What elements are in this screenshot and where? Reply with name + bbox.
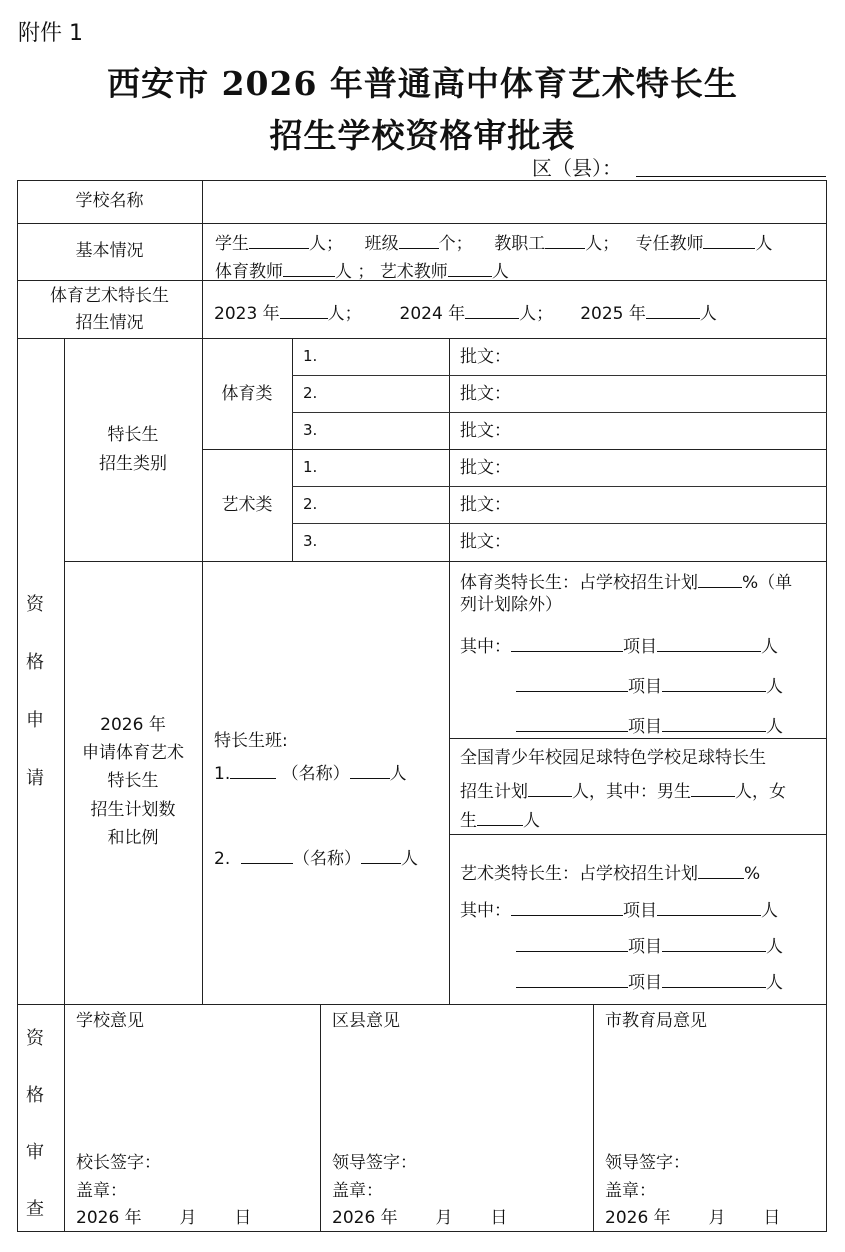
plan-label-1: 2026 年 (100, 715, 166, 735)
sports-item-3-name-blank[interactable] (516, 714, 628, 732)
title-line-1: 西安市 2026 年普通高中体育艺术特长生 (107, 64, 738, 103)
sports-item-2-name-blank[interactable] (516, 674, 628, 692)
special-class-2 (214, 846, 418, 868)
football-girls-label-cont: 生 (460, 811, 477, 831)
city-date-year: 2026 年 (605, 1208, 671, 1228)
arts-category-label: 艺术类 (221, 495, 273, 515)
history-label-1: 体育艺术特长生 (50, 286, 169, 306)
class-1-name-blank[interactable] (230, 761, 276, 779)
arts-item-row-3 (516, 970, 783, 992)
class-1-unit: 人 (389, 764, 407, 784)
class-2-name-blank[interactable] (241, 846, 293, 864)
sports-item-2-approval: 批文： (460, 384, 511, 404)
sports-ratio-blank[interactable] (698, 570, 742, 588)
basic-info-line-1 (215, 231, 772, 253)
sports-item-row-3 (516, 714, 783, 736)
qualification-review-char-3: 审 (26, 1142, 44, 1163)
staff-blank[interactable] (545, 231, 585, 249)
school-opinion-label: 学校意见 (76, 1011, 144, 1031)
arts-item-2-name-blank[interactable] (516, 934, 628, 952)
year-2023-blank[interactable] (280, 301, 328, 319)
class-2-unit: 人 (401, 849, 419, 869)
qualification-review-char-4: 查 (26, 1199, 44, 1220)
principal-sign-label: 校长签字： (76, 1153, 161, 1173)
arts-ratio-label: 艺术类特长生：占学校招生计划 (460, 864, 698, 884)
city-date-month: 月 (708, 1208, 726, 1228)
full-teachers-unit: 人 (755, 234, 773, 254)
arts-item-1-approval: 批文： (460, 458, 511, 478)
city-date-day: 日 (763, 1208, 781, 1228)
arts-item-3-approval: 批文： (460, 532, 511, 552)
arts-item-3-label: 项目 (628, 973, 662, 993)
attachment-label: 附件 1 (18, 21, 83, 46)
category-label-2: 招生类别 (99, 454, 167, 474)
school-name-label: 学校名称 (75, 191, 144, 211)
students-label: 学生 (215, 234, 249, 254)
football-boys-blank[interactable] (691, 779, 735, 797)
staff-label: 教职工 (494, 234, 546, 254)
year-2025-unit: 人 (699, 304, 717, 324)
district-blank[interactable] (636, 176, 826, 177)
pe-teachers-label: 体育教师 (215, 262, 283, 282)
sports-category-label: 体育类 (221, 384, 273, 404)
football-girls-unit: 人 (523, 811, 540, 831)
sports-item-1-number: 1. (303, 347, 318, 365)
pe-teachers-blank[interactable] (283, 259, 335, 277)
students-unit: 人； (309, 234, 343, 254)
category-label-1: 特长生 (107, 425, 159, 445)
year-2025-blank[interactable] (646, 301, 700, 319)
sports-item-2-unit: 人 (766, 677, 783, 697)
district-seal-label: 盖章： (332, 1181, 383, 1201)
class-1-number: 1. (214, 764, 231, 784)
basic-info-line-2 (215, 259, 509, 281)
classes-unit: 个； (438, 234, 473, 254)
sports-item-3-approval: 批文： (460, 421, 511, 441)
classes-blank[interactable] (399, 231, 439, 249)
city-opinion-label: 市教育局意见 (605, 1011, 707, 1031)
qualification-review-char-1: 资 (26, 1028, 44, 1049)
arts-item-2-number: 2. (303, 495, 318, 513)
football-boys-label: 人，其中：男生 (572, 782, 691, 802)
district-date-year: 2026 年 (332, 1208, 398, 1228)
arts-among-label: 其中： (460, 901, 511, 921)
plan-label-2: 申请体育艺术 (82, 743, 184, 763)
football-line-3 (460, 808, 540, 830)
year-2024-unit: 人； (519, 304, 554, 324)
basic-info-label: 基本情况 (75, 241, 144, 261)
school-date-month: 月 (179, 1208, 197, 1228)
history-values (214, 301, 717, 323)
city-seal-label: 盖章： (605, 1181, 656, 1201)
art-teachers-unit: 人 (491, 262, 509, 282)
students-blank[interactable] (249, 231, 309, 249)
sports-item-1-approval: 批文： (460, 347, 511, 367)
city-leader-sign-label: 领导签字： (605, 1153, 690, 1173)
class-2-name-label: （名称） (293, 849, 362, 869)
sports-item-2-count-blank[interactable] (662, 674, 766, 692)
district-date (332, 1210, 507, 1227)
arts-item-3-name-blank[interactable] (516, 970, 628, 988)
special-class-label: 特长生班: (214, 731, 288, 751)
sports-item-3-unit: 人 (766, 717, 783, 737)
sports-ratio-line-1 (460, 570, 792, 592)
school-seal-label: 盖章： (76, 1181, 127, 1201)
school-date-day: 日 (234, 1208, 252, 1228)
district-leader-sign-label: 领导签字： (332, 1153, 417, 1173)
sports-item-row-1 (460, 634, 778, 656)
district-label: 区（县）： (532, 156, 622, 180)
history-label-2: 招生情况 (75, 313, 144, 333)
sports-item-1-unit: 人 (761, 637, 778, 657)
class-2-count-blank[interactable] (361, 846, 401, 864)
qualification-apply-char-2: 格 (26, 652, 44, 673)
arts-ratio-blank[interactable] (698, 861, 744, 879)
sports-item-1-name-blank[interactable] (511, 634, 623, 652)
school-name-field[interactable] (204, 182, 824, 222)
sports-item-row-2 (516, 674, 783, 696)
plan-label-5: 和比例 (107, 828, 159, 848)
arts-item-2-count-blank[interactable] (662, 934, 766, 952)
year-2023-unit: 人； (327, 304, 362, 324)
sports-item-3-number: 3. (303, 421, 318, 439)
city-date (605, 1210, 780, 1227)
full-teachers-blank[interactable] (703, 231, 755, 249)
football-girls-blank[interactable] (477, 808, 523, 826)
sports-among-label: 其中： (460, 637, 511, 657)
class-2-number: 2. (214, 849, 231, 869)
football-plan-label: 招生计划 (460, 782, 528, 802)
pe-teachers-unit: 人 ； (335, 262, 375, 282)
sports-item-1-label: 项目 (623, 637, 657, 657)
staff-unit: 人； (585, 234, 620, 254)
arts-item-2-unit: 人 (766, 937, 783, 957)
arts-item-3-unit: 人 (766, 973, 783, 993)
sports-ratio-suffix: %（单 (742, 573, 793, 593)
sports-item-2-number: 2. (303, 384, 318, 402)
district-date-month: 月 (435, 1208, 453, 1228)
football-line-1: 全国青少年校园足球特色学校足球特长生 (460, 748, 766, 768)
sports-ratio-label: 体育类特长生：占学校招生计划 (460, 573, 698, 593)
arts-item-1-label: 项目 (623, 901, 657, 921)
arts-item-1-count-blank[interactable] (657, 898, 761, 916)
arts-item-1-unit: 人 (761, 901, 778, 921)
school-date (76, 1210, 251, 1227)
district-date-day: 日 (490, 1208, 508, 1228)
year-2024-blank[interactable] (465, 301, 519, 319)
classes-label: 班级 (364, 234, 399, 254)
sports-item-1-count-blank[interactable] (657, 634, 761, 652)
arts-item-row-1 (460, 898, 778, 920)
arts-item-2-label: 项目 (628, 937, 662, 957)
arts-item-3-count-blank[interactable] (662, 970, 766, 988)
qualification-apply-char-3: 申 (26, 710, 44, 731)
special-class-1 (214, 761, 407, 783)
sports-item-3-count-blank[interactable] (662, 714, 766, 732)
year-2025-label: 2025 年 (580, 304, 646, 324)
sports-item-2-label: 项目 (628, 677, 662, 697)
arts-item-2-approval: 批文： (460, 495, 511, 515)
plan-label-3: 特长生 (107, 771, 159, 791)
arts-ratio-suffix: % (744, 864, 761, 884)
title-line-2: 招生学校资格审批表 (269, 116, 576, 155)
plan-label-4: 招生计划数 (90, 800, 176, 820)
qualification-review-char-2: 格 (26, 1085, 44, 1106)
qualification-apply-char-1: 资 (26, 594, 44, 615)
class-1-count-blank[interactable] (350, 761, 390, 779)
arts-item-3-number: 3. (303, 532, 318, 550)
football-plan-blank[interactable] (528, 779, 572, 797)
school-date-year: 2026 年 (76, 1208, 142, 1228)
sports-item-3-label: 项目 (628, 717, 662, 737)
arts-item-1-number: 1. (303, 458, 318, 476)
year-2023-label: 2023 年 (214, 304, 280, 324)
arts-item-1-name-blank[interactable] (511, 898, 623, 916)
year-2024-label: 2024 年 (399, 304, 466, 324)
qualification-apply-char-4: 请 (26, 768, 44, 789)
arts-item-row-2 (516, 934, 783, 956)
class-1-name-label: （名称） (281, 764, 350, 784)
art-teachers-blank[interactable] (448, 259, 492, 277)
arts-ratio-line (460, 861, 760, 883)
full-teachers-label: 专任教师 (635, 234, 704, 254)
art-teachers-label: 艺术教师 (379, 262, 448, 282)
district-opinion-label: 区县意见 (332, 1011, 400, 1031)
football-girls-label: 人，女 (735, 782, 786, 802)
sports-ratio-line-2: 列计划除外） (460, 595, 562, 615)
football-line-2 (460, 779, 786, 801)
